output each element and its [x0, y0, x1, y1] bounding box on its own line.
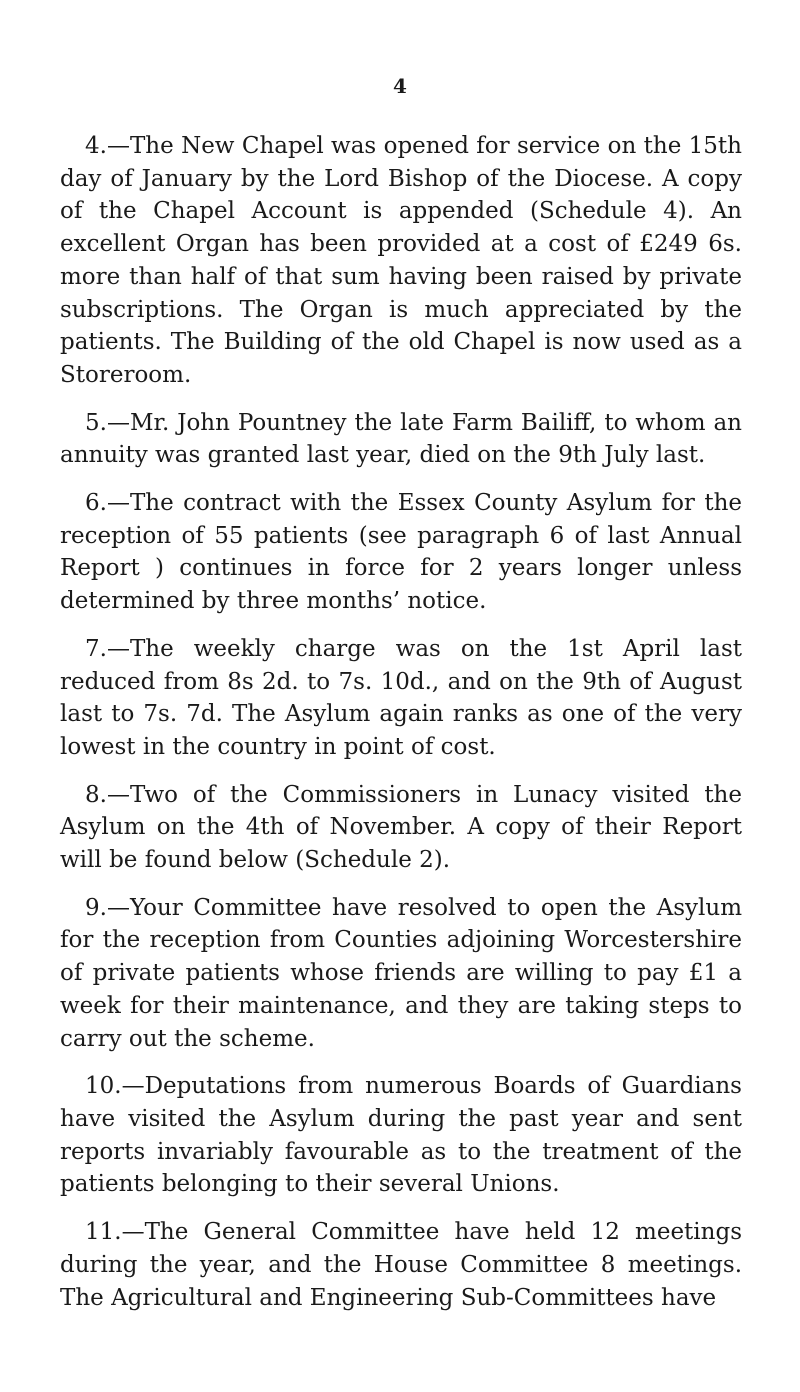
paragraph-11-committee-meetings: 11.—The General Committee have held 12 meetings during the year, and the House Committee 8 meetings. The Agricultural and Engineering Sub-Committees have — [60, 1219, 742, 1311]
paragraph-6-essex-contract: 6.—The contract with the Essex County Asylum for the reception of 55 patients (see paragraph 6 of last Annual Report ) continues in force for 2 years longer unless determined by three months’ notice. — [60, 490, 742, 615]
paragraph-7-weekly-charge: 7.—The weekly charge was on the 1st April last reduced from 8s 2d. to 7s. 10d., and on the 9th of August last to 7s. 7d. The Asylum again ranks as one of the very lowest in the country in point of cost. — [60, 635, 742, 760]
report-body — [60, 130, 742, 1314]
paragraph-10-deputations: 10.—Deputations from numerous Boards of Guardians have visited the Asylum during the past year and sent reports invariably favourable as to the treatment of the patients belonging to their several Unions. — [60, 1073, 742, 1198]
page-number: 4 — [393, 74, 407, 98]
paragraph-9-private-patients: 9.—Your Committee have resolved to open the Asylum for the reception from Counties adjoining Worcestershire of private patients whose friends are willing to pay £1 a week for their maintenance, and they are taking steps to carry out the scheme. — [60, 894, 742, 1052]
paragraph-4-new-chapel: 4.—The New Chapel was opened for service on the 15th day of January by the Lord Bishop of the Diocese. A copy of the Chapel Account is appended (Schedule 4). An excellent Organ has been provided at a cost of £249 6s. more than half of that sum having been raised by private subscriptions. The Organ is much appreciated by the patients. The Building of the old Chapel is now used as a Storeroom. — [60, 133, 742, 388]
paragraph-8-commissioners-visit: 8.—Two of the Commissioners in Lunacy visited the Asylum on the 4th of November. A copy of their Report will be found below (Schedule 2). — [60, 781, 742, 874]
paragraph-5-farm-bailiff: 5.—Mr. John Pountney the late Farm Bailiff, to whom an annuity was granted last year, died on the 9th July last. — [60, 409, 742, 469]
